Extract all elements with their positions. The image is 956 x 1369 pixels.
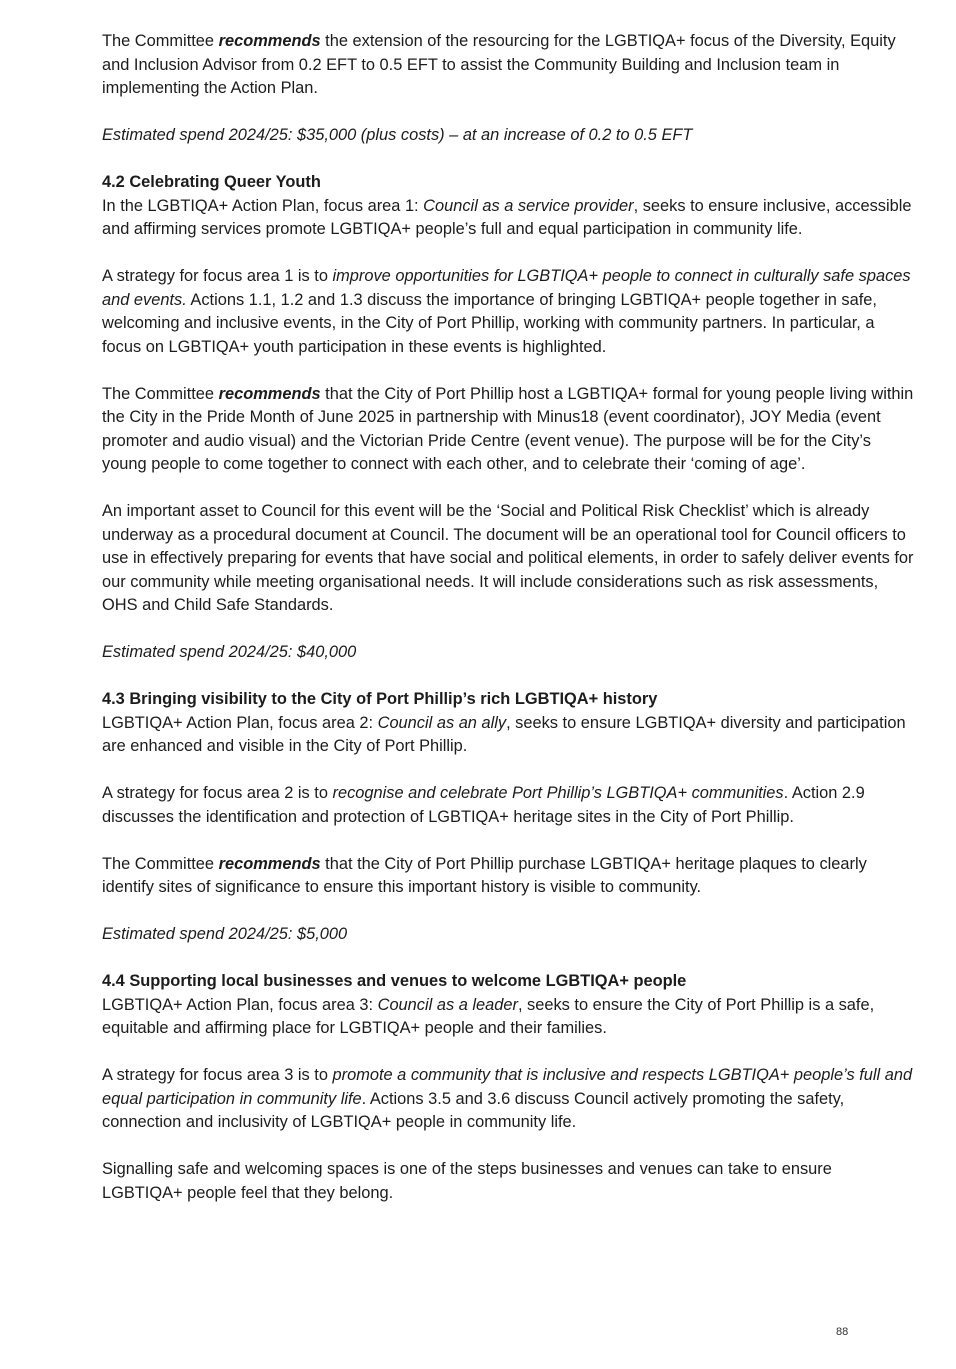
section-heading: 4.2 Celebrating Queer Youth: [102, 173, 321, 191]
emphasis-text: Council as a leader: [377, 995, 518, 1014]
text: LGBTIQA+ Action Plan, focus area 2:: [102, 713, 378, 732]
text: , seeks to ensure the City of Port Phillip is a safe, equitable and affirming place for LGBTIQA+ people and their families.: [102, 995, 875, 1037]
text: that the City of Port Phillip host a LGBTIQA+ formal for young people living within the City in the Pride Month of June 2025 in partnership with Minus18 (event coordinator), JOY Media (event promoter and audio visual) and the Victorian Pride Centre (event venue). The purpose will be for the City’s young people to come together to connect with each other, and to celebrate their ‘coming of age’.: [102, 384, 914, 473]
page-number: 88: [836, 1326, 849, 1338]
text: . Actions 3.5 and 3.6 discuss Council actively promoting the safety, connection and inclusivity of LGBTIQA+ people in community life.: [102, 1089, 845, 1131]
section-heading: 4.4 Supporting local businesses and venues to welcome LGBTIQA+ people: [102, 972, 687, 990]
text: , seeks to ensure LGBTIQA+ diversity and participation are enhanced and visible in the City of Port Phillip.: [102, 713, 906, 755]
recommendation-paragraph: [102, 30, 914, 101]
emphasis-text: recommends: [218, 32, 321, 50]
strategy-paragraph: [102, 265, 914, 359]
text: Actions 1.1, 1.2 and 1.3 discuss the importance of bringing LGBTIQA+ people together in safe, welcoming and inclusive events, in the City of Port Phillip, working with community partners. In particular, a focus on LGBTIQA+ youth participation in these events is highlighted.: [102, 290, 877, 356]
recommendation-paragraph: [102, 383, 914, 477]
estimated-spend: Estimated spend 2024/25: $5,000: [102, 925, 348, 943]
body-paragraph: Signalling safe and welcoming spaces is one of the steps businesses and venues can take to ensure LGBTIQA+ people feel that they belong.: [102, 1160, 832, 1202]
section-4-2-intro: [102, 171, 914, 242]
body-paragraph: An important asset to Council for this event will be the ‘Social and Political Risk Checklist’ which is already underway as a procedural document at Council. The document will be an operational tool for Council officers to use in effectively preparing for events that have social and political elements, in order to safely deliver events for our community while meeting organisational needs. It will include considerations such as risk assessments, OHS and Child Safe Standards.: [102, 502, 914, 614]
section-4-4-intro: [102, 970, 914, 1041]
estimated-spend: Estimated spend 2024/25: $35,000 (plus costs) – at an increase of 0.2 to 0.5 EFT: [102, 126, 693, 144]
emphasis-text: recognise and celebrate Port Phillip’s LGBTIQA+ communities: [332, 784, 784, 802]
text: , seeks to ensure inclusive, accessible and affirming services promote LGBTIQA+ people’s full and equal participation in community life.: [102, 196, 912, 238]
text: . Action 2.9 discusses the identification and protection of LGBTIQA+ heritage sites in the City of Port Phillip.: [102, 784, 865, 826]
text: In the LGBTIQA+ Action Plan, focus area 1:: [102, 196, 424, 215]
text: LGBTIQA+ Action Plan, focus area 3:: [102, 995, 378, 1014]
text: The Committee: [102, 384, 219, 403]
section-4-3-intro: [102, 688, 914, 759]
emphasis-text: recommends: [218, 384, 321, 403]
text: A strategy for focus area 3 is to: [102, 1066, 333, 1084]
strategy-paragraph: [102, 782, 914, 829]
emphasis-text: improve opportunities for LGBTIQA+ people to connect in culturally safe spaces and events.: [102, 267, 911, 309]
strategy-paragraph: [102, 1064, 914, 1135]
section-heading: 4.3 Bringing visibility to the City of Port Phillip’s rich LGBTIQA+ history: [102, 690, 658, 708]
text: The Committee: [102, 854, 219, 873]
text: A strategy for focus area 2 is to: [102, 784, 333, 802]
text: A strategy for focus area 1 is to: [102, 267, 333, 285]
estimated-spend: Estimated spend 2024/25: $40,000: [102, 643, 357, 661]
text: The Committee: [102, 32, 219, 50]
document-page: [102, 30, 914, 1205]
text: that the City of Port Phillip purchase LGBTIQA+ heritage plaques to clearly identify sites of significance to ensure this important history is visible to community.: [102, 854, 867, 896]
emphasis-text: recommends: [218, 854, 321, 873]
emphasis-text: Council as a service provider: [423, 196, 634, 215]
emphasis-text: Council as an ally: [377, 713, 507, 732]
text: the extension of the resourcing for the LGBTIQA+ focus of the Diversity, Equity and Inclusion Advisor from 0.2 EFT to 0.5 EFT to assist the Community Building and Inclusion team in implementing the Action Plan.: [102, 32, 896, 97]
emphasis-text: promote a community that is inclusive and respects LGBTIQA+ people’s full and equal participation in community life: [102, 1066, 913, 1108]
recommendation-paragraph: [102, 853, 914, 900]
